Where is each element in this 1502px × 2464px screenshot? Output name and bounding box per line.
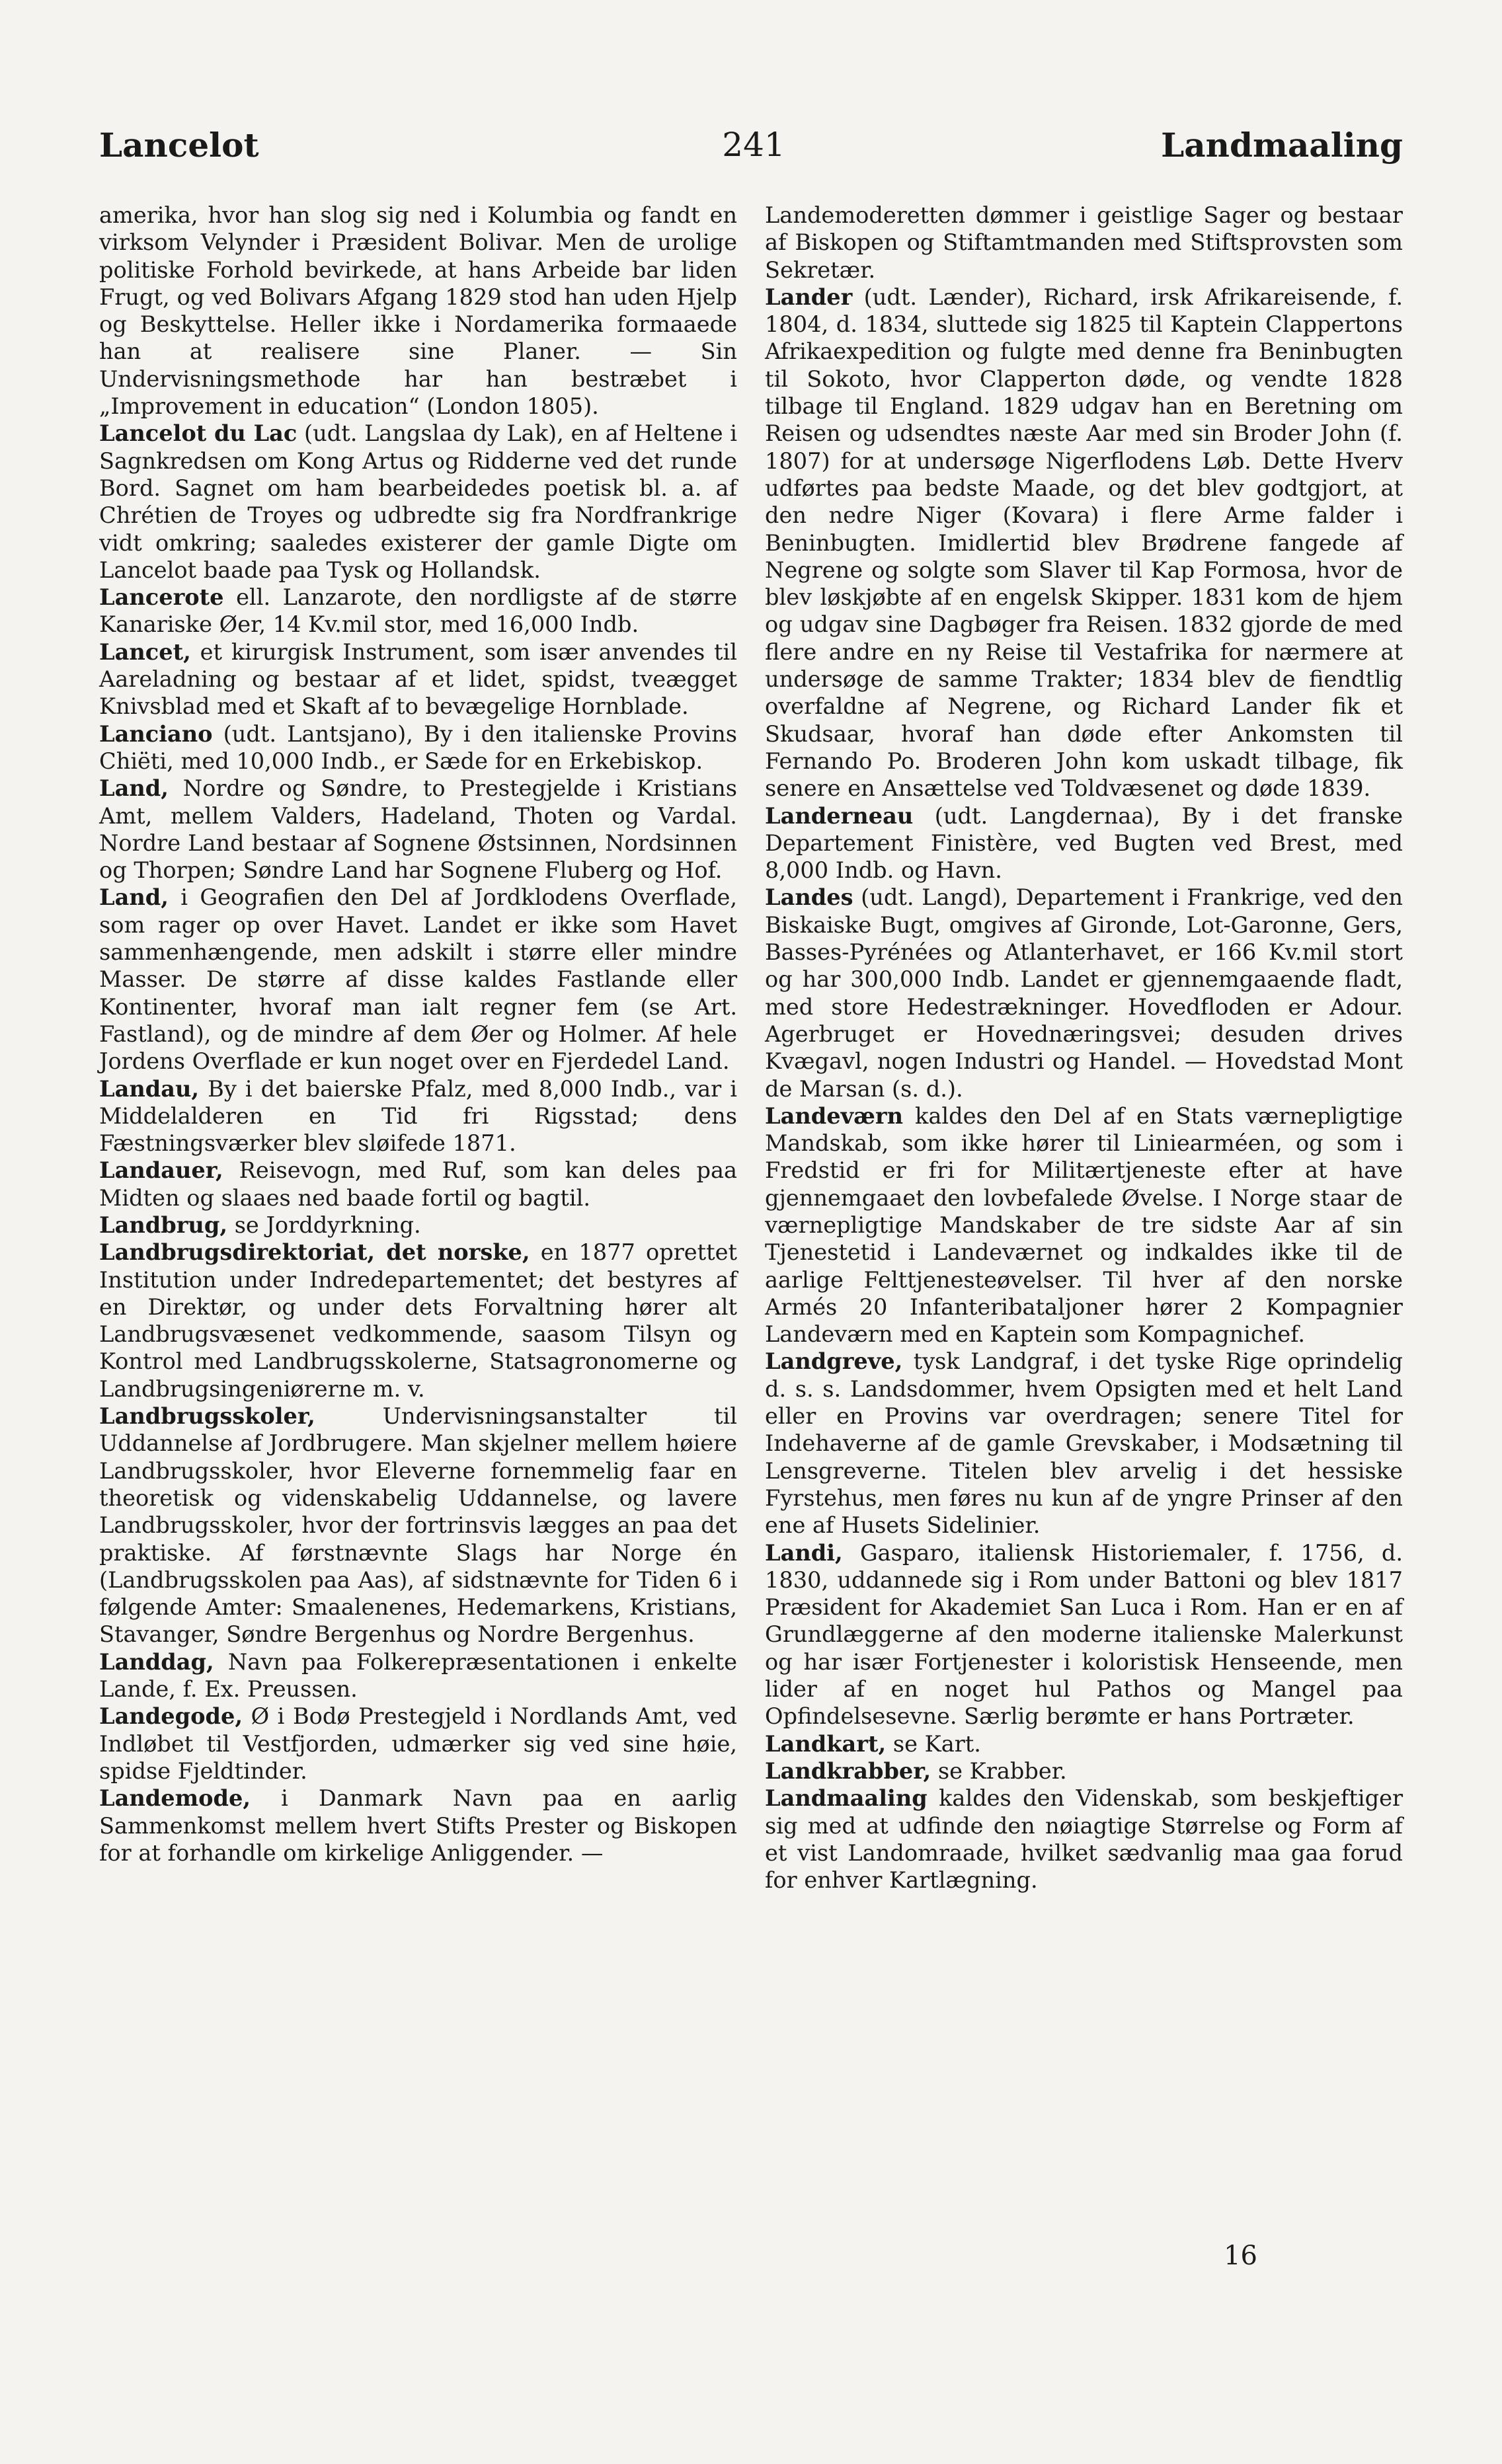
dictionary-entry xyxy=(99,1212,737,1239)
dictionary-entry xyxy=(765,1102,1403,1348)
dictionary-entry xyxy=(765,884,1403,1102)
entry-headword: Lancerote xyxy=(99,584,224,611)
dictionary-entry xyxy=(99,1403,737,1648)
dictionary-entry xyxy=(765,1757,1403,1785)
entry-headword: Landbrug, xyxy=(99,1211,228,1238)
dictionary-entry xyxy=(99,1239,737,1403)
entry-text: Undervisningsanstalter til Uddannelse af Jordbrugere. Man skjelner mellem høiere Landbrugsskoler, hvor Eleverne fornemmelig faar en theoretisk og videnskabelig Uddannelse, og lavere Landbrugsskoler, hvor der fortrinsvis lægges an paa det praktiske. Af førstnævnte Slags har Norge én (Landbrugsskolen paa Aas), af sidstnævnte for Tiden 6 i følgende Amter: Smaalenenes, Hedemarkens, Kristians, Stavanger, Søndre Bergenhus og Nordre Bergenhus. xyxy=(99,1403,737,1648)
entry-headword: Landmaaling xyxy=(765,1785,928,1812)
entry-headword: Landkrabber, xyxy=(765,1757,931,1784)
dictionary-entry xyxy=(765,1730,1403,1757)
entry-text: (udt. Langdernaa), By i det franske Departement Finistère, ved Bugten ved Brest, med 8,000 Indb. og Havn. xyxy=(765,802,1403,884)
page-number: 241 xyxy=(722,126,785,164)
dictionary-entry xyxy=(99,584,737,638)
entry-text: (udt. Lantsjano), By i den italienske Provins Chiëti, med 10,000 Indb., er Sæde for en Erkebiskop. xyxy=(99,720,737,774)
entry-text: se Jorddyrkning. xyxy=(227,1212,421,1238)
entry-text: ell. Lanzarote, den nordligste af de større Kanariske Øer, 14 Kv.mil stor, med 16,000 Indb. xyxy=(99,584,737,638)
entry-headword: Landbrugsskoler, xyxy=(99,1403,315,1430)
entry-text: amerika, hvor han slog sig ned i Kolumbia og fandt en virksom Velynder i Præsident Bolivar. Men de urolige politiske Forhold bevirkede, at hans Arbeide bar liden Frugt, og ved Bolivars Afgang 1829 stod han uden Hjelp og Beskyttelse. Heller ikke i Nordamerika formaaede han at realisere sine Planer. — Sin Undervisningsmethode har han bestræbet i „Improvement in education“ (London 1805). xyxy=(99,202,737,420)
dictionary-entry xyxy=(99,1075,737,1157)
dictionary-entry xyxy=(765,1348,1403,1539)
entry-text: Nordre og Søndre, to Prestegjelde i Kristians Amt, mellem Valders, Hadeland, Thoten og Vardal. Nordre Land bestaar af Sognene Østsinnen, Nordsinnen og Thorpen; Søndre Land har Sognene Fluberg og Hof. xyxy=(99,775,737,884)
dictionary-entry xyxy=(99,1703,737,1785)
entry-text: kaldes den Videnskab, som beskjeftiger sig med at udfinde den nøiagtige Størrelse og Form af et vist Landomraade, hvilket sædvanlig maa gaa forud for enhver Kartlægning. xyxy=(765,1785,1403,1894)
dictionary-entry xyxy=(99,1157,737,1212)
entry-text: kaldes den Del af en Stats værnepligtige Mandskab, som ikke hører til Liniearméen, og som i Fredstid er fri for Militærtjeneste efter at have gjennemgaaet den lovbefalede Øvelse. I Norge staar de værnepligtige Mandskaber de tre sidste Aar af sin Tjenestetid i Landeværnet og indkaldes ikke til de aarlige Felttjenesteøvelser. Til hver af den norske Armés 20 Infanteribataljoner hører 2 Kompagnier Landeværn med en Kaptein som Kompagnichef. xyxy=(765,1102,1403,1348)
entry-headword: Lancet, xyxy=(99,638,191,665)
entry-text: (udt. Lænder), Richard, irsk Afrikareisende, f. 1804, d. 1834, sluttede sig 1825 til Kaptein Clappertons Afrikaexpedition og fulgte med denne fra Beninbugten til Sokoto, hvor Clapperton døde, og vendte 1828 tilbage til England. 1829 udgav han en Beretning om Reisen og udsendtes næste Aar med sin Broder John (f. 1807) for at undersøge Nigerflodens Løb. Dette Hverv udførtes paa bedste Maade, og det blev godtgjort, at den nedre Niger (Kovara) i flere Arme falder i Beninbugten. Imidlertid blev Brødrene fangede af Negrene og solgte som Slaver til Kap Formosa, hvor de blev løskjøbte af en engelsk Skipper. 1831 kom de hjem og udgav sine Dagbøger fra Reisen. 1832 gjorde de med flere andre en ny Reise til Vestafrika for nærmere at undersøge de samme Trakter; 1834 blev de fiendtlig overfaldne af Negrene, og Richard Lander fik et Skudsaar, hvoraf han døde efter Ankomsten til Fernando Po. Broderen John kom uskadt tilbage, fik senere en Ansættelse ved Toldvæsenet og døde 1839. xyxy=(765,284,1403,802)
entry-headword: Landbrugsdirektoriat, det norske, xyxy=(99,1239,530,1266)
entry-headword: Landes xyxy=(765,884,853,911)
right-column xyxy=(765,202,1403,1894)
entry-headword: Landauer, xyxy=(99,1157,223,1184)
entry-headword: Lancelot du Lac xyxy=(99,420,297,447)
dictionary-entry xyxy=(99,884,737,1075)
header-right-word: Landmaaling xyxy=(1161,126,1403,165)
dictionary-entry xyxy=(99,638,737,720)
entry-text: en 1877 oprettet Institution under Indredepartementet; det bestyres af en Direktør, og under dets Forvaltning hører alt Landbrugsvæsenet vedkommende, saasom Tilsyn og Kontrol med Landbrugsskolerne, Statsagronomerne og Landbrugsingeniørerne m. v. xyxy=(99,1239,737,1402)
entry-headword: Land, xyxy=(99,775,169,802)
entry-text: (udt. Langd), Departement i Frankrige, ved den Biskaiske Bugt, omgives af Gironde, Lot-Garonne, Gers, Basses-Pyrénées og Atlanterhavet, er 166 Kv.mil stort og har 300,000 Indb. Landet er gjennemgaaende fladt, med store Hedestrækninger. Hovedfloden er Adour. Agerbruget er Hovednæringsvei; desuden drives Kvægavl, nogen Industri og Handel. — Hovedstad Mont de Marsan (s. d.). xyxy=(765,884,1403,1102)
entry-text: Gasparo, italiensk Historiemaler, f. 1756, d. 1830, uddannede sig i Rom under Battoni og blev 1817 Præsident for Akademiet San Luca i Rom. Han er en af Grundlæggerne af den moderne italienske Malerkunst og har især Fortjenester i koloristisk Henseende, men lider af en noget hul Pathos og Mangel paa Opfindelsesevne. Særlig berømte er hans Portræter. xyxy=(765,1539,1403,1730)
entry-headword: Landdag, xyxy=(99,1648,214,1675)
entry-headword: Land, xyxy=(99,884,169,911)
entry-text: Ø i Bodø Prestegjeld i Nordlands Amt, ved Indløbet til Vestfjorden, udmærker sig ved sine høie, spidse Fjeldtinder. xyxy=(99,1703,737,1784)
header-left-word: Lancelot xyxy=(99,126,259,165)
entry-text: se Kart. xyxy=(886,1730,981,1757)
entry-headword: Landemode, xyxy=(99,1785,251,1812)
entry-headword: Landgreve, xyxy=(765,1348,903,1375)
entry-text: et kirurgisk Instrument, som især anvendes til Aareladning og bestaar af et lidet, spidst, tveægget Knivsblad med et Skaft af to bevægelige Hornblade. xyxy=(99,638,737,720)
entry-headword: Landeværn xyxy=(765,1102,903,1129)
dictionary-entry xyxy=(765,1539,1403,1730)
entry-text: i Danmark Navn paa en aarlig Sammenkomst mellem hvert Stifts Prester og Biskopen for at forhandle om kirkelige Anliggender. — xyxy=(99,1785,737,1866)
entry-headword: Landerneau xyxy=(765,802,914,829)
entry-headword: Landau, xyxy=(99,1075,200,1102)
dictionary-entry xyxy=(99,1648,737,1703)
entry-text: tysk Landgraf, i det tyske Rige oprindelig d. s. s. Landsdommer, hvem Opsigten med et helt Land eller en Provins var overdragen; senere Titel for Indehaverne af de gamle Grevskaber, i Modsætning til Lensgreverne. Titelen blev arvelig i det hessiske Fyrstehus, men føres nu kun af de yngre Prinser af den ene af Husets Sidelinier. xyxy=(765,1348,1403,1539)
entry-headword: Lander xyxy=(765,283,853,310)
entry-text: Landemoderetten dømmer i geistlige Sager og bestaar af Biskopen og Stiftamtmanden med Stiftsprovsten som Sekretær. xyxy=(765,202,1403,283)
entry-headword: Landi, xyxy=(765,1539,843,1566)
dictionary-entry xyxy=(765,284,1403,802)
entry-headword: Landkart, xyxy=(765,1730,887,1757)
left-column xyxy=(99,202,737,1867)
entry-text: By i det baierske Pfalz, med 8,000 Indb., var i Middelalderen en Tid fri Rigsstad; dens Fæstningsværker blev sløifede 1871. xyxy=(99,1075,737,1157)
dictionary-entry xyxy=(99,720,737,775)
entry-headword: Lanciano xyxy=(99,720,213,747)
entry-text: i Geografien den Del af Jordklodens Overflade, som rager op over Havet. Landet er ikke som Havet sammenhængende, men adskilt i større eller mindre Masser. De større af disse kaldes Fastlande eller Kontinenter, hvoraf man ialt regner fem (se Art. Fastland), og de mindre af dem Øer og Holmer. Af hele Jordens Overflade er kun noget over en Fjerdedel Land. xyxy=(99,884,737,1075)
entry-text: se Krabber. xyxy=(931,1757,1067,1784)
running-header xyxy=(99,126,1403,178)
dictionary-entry xyxy=(765,802,1403,884)
signature-mark: 16 xyxy=(1224,2241,1257,2271)
entry-text: Navn paa Folkerepræsentationen i enkelte Lande, f. Ex. Preussen. xyxy=(99,1648,737,1703)
dictionary-entry xyxy=(99,1785,737,1867)
dictionary-entry xyxy=(765,1785,1403,1894)
entry-headword: Landegode, xyxy=(99,1703,243,1730)
dictionary-entry xyxy=(99,420,737,584)
dictionary-entry xyxy=(99,775,737,884)
dictionary-entry xyxy=(765,202,1403,284)
entry-text: (udt. Langslaa dy Lak), en af Heltene i Sagnkredsen om Kong Artus og Ridderne ved det runde Bord. Sagnet om ham bearbeidedes poetisk bl. a. af Chrétien de Troyes og udbredte sig fra Nordfrankrige vidt omkring; saaledes existerer der gamle Digte om Lancelot baade paa Tysk og Hollandsk. xyxy=(99,420,737,583)
entry-text: Reisevogn, med Ruf, som kan deles paa Midten og slaaes ned baade fortil og bagtil. xyxy=(99,1157,737,1211)
dictionary-entry xyxy=(99,202,737,420)
